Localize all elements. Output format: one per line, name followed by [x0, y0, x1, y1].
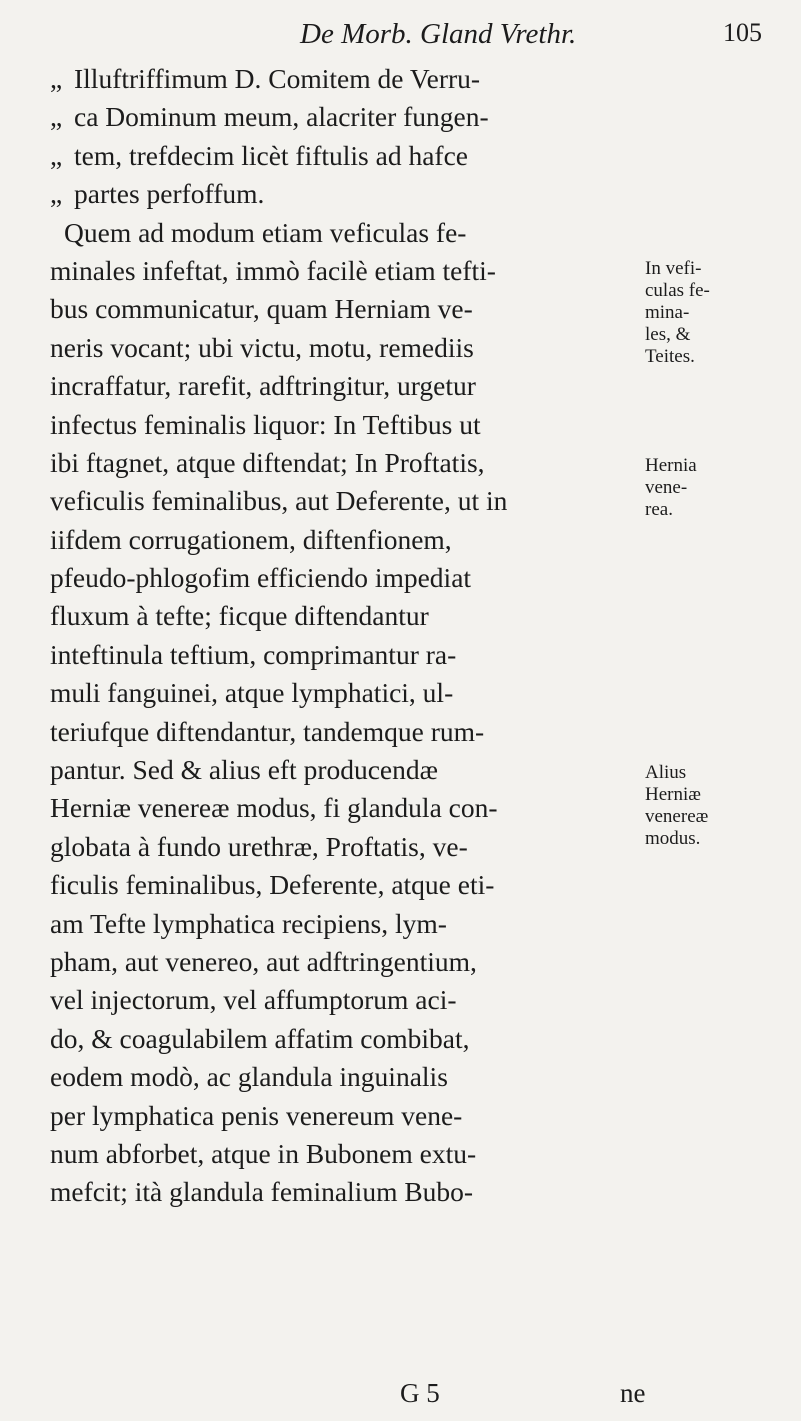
- marginal-note-line: culas fe-: [645, 280, 710, 301]
- text-line: [50, 866, 630, 904]
- text-line: [50, 1020, 630, 1058]
- line-text: num abforbet, atque in Bubonem extu-: [50, 1137, 477, 1169]
- text-line: [50, 290, 630, 328]
- line-text: bus communicatur, quam Herniam ve-: [50, 293, 473, 325]
- line-text: minales infeftat, immò facilè etiam tefti-: [50, 254, 496, 286]
- main-text-block: [50, 60, 630, 1212]
- text-line: [50, 1135, 630, 1173]
- text-line: [50, 559, 630, 597]
- marginal-note-line: vene-: [645, 477, 688, 498]
- text-line: [50, 329, 630, 367]
- line-text: teriufque diftendantur, tandemque rum-: [50, 715, 485, 747]
- marginal-note: [645, 455, 795, 521]
- line-text: Herniæ venereæ modus, fi glandula con-: [50, 792, 498, 824]
- text-line: [50, 252, 630, 290]
- text-line: [50, 98, 630, 136]
- text-line: [50, 597, 630, 635]
- line-text: infectus feminalis liquor: In Teftibus ut: [50, 408, 481, 440]
- marginal-note-line: Herniæ: [645, 784, 701, 805]
- signature-mark: G 5: [400, 1378, 440, 1408]
- line-text: vel injectorum, vel affumptorum aci-: [50, 984, 457, 1016]
- marginal-note-line: Hernia: [645, 455, 697, 476]
- line-text: am Tefte lymphatica recipiens, lym-: [50, 907, 447, 939]
- line-text: ca Dominum meum, alacriter fungen-: [74, 101, 489, 133]
- line-text: muli fanguinei, atque lymphatici, ul-: [50, 677, 454, 709]
- line-text: globata à fundo urethræ, Proftatis, ve-: [50, 830, 468, 862]
- text-line: [50, 444, 630, 482]
- quote-mark: „: [50, 101, 63, 133]
- line-text: do, & coagulabilem affatim combibat,: [50, 1022, 470, 1054]
- line-text: Illuftriffimum D. Comitem de Verru-: [74, 63, 481, 94]
- marginal-note-line: venereæ: [645, 806, 709, 827]
- marginal-note: [645, 258, 795, 368]
- marginal-note: [645, 762, 795, 850]
- line-text: partes perfoffum.: [74, 178, 265, 210]
- line-text: veficulis feminalibus, aut Deferente, ut in: [50, 485, 508, 517]
- text-line: [50, 1173, 630, 1211]
- line-text: incraffatur, rarefit, adftringitur, urgetur: [50, 370, 476, 402]
- line-text: inteftinula teftium, comprimantur ra-: [50, 638, 457, 670]
- text-line: [50, 828, 630, 866]
- catchword: ne: [620, 1378, 646, 1408]
- running-header: [300, 18, 770, 58]
- line-text: pham, aut venereo, aut adftringentium,: [50, 945, 477, 977]
- text-line: [50, 521, 630, 559]
- text-line: [50, 636, 630, 674]
- page-footer: [0, 1378, 801, 1414]
- marginal-note-line: Alius: [645, 762, 687, 783]
- quote-mark: „: [50, 178, 63, 210]
- text-line: [50, 214, 630, 252]
- text-line: [50, 981, 630, 1019]
- line-text: ibi ftagnet, atque diftendat; In Proftatis,: [50, 446, 485, 478]
- text-line: [50, 482, 630, 520]
- line-text: Quem ad modum etiam veficulas fe-: [64, 216, 467, 248]
- text-line: [50, 789, 630, 827]
- page-number: 105: [723, 18, 762, 47]
- line-text: pantur. Sed & alius eft producendæ: [50, 754, 438, 786]
- running-title: De Morb. Gland Vrethr.: [300, 18, 577, 50]
- text-line: [50, 905, 630, 943]
- text-line: [50, 751, 630, 789]
- text-line: [50, 406, 630, 444]
- text-line: [50, 367, 630, 405]
- line-text: mefcit; ità glandula feminalium Bubo-: [50, 1176, 474, 1208]
- line-text: neris vocant; ubi victu, motu, remediis: [50, 331, 474, 363]
- line-text: per lymphatica penis venereum vene-: [50, 1099, 463, 1131]
- text-line: [50, 943, 630, 981]
- marginal-note-line: In vefi-: [645, 258, 702, 279]
- quote-mark: „: [50, 63, 63, 94]
- line-text: fluxum à tefte; ficque diftendantur: [50, 600, 429, 632]
- line-text: tem, trefdecim licèt fiftulis ad hafce: [74, 139, 468, 171]
- marginal-note-line: rea.: [645, 499, 673, 520]
- marginal-note-line: mina-: [645, 302, 690, 323]
- text-line: [50, 713, 630, 751]
- text-line: [50, 674, 630, 712]
- marginal-note-line: modus.: [645, 828, 701, 849]
- line-text: ficulis feminalibus, Deferente, atque eti-: [50, 869, 495, 901]
- text-line: [50, 1058, 630, 1096]
- marginal-note-line: les, &: [645, 324, 691, 345]
- text-line: [50, 1097, 630, 1135]
- quote-mark: „: [50, 139, 63, 171]
- marginal-note-line: Teites.: [645, 346, 695, 367]
- text-line: [50, 60, 630, 98]
- line-text: eodem modò, ac glandula inguinalis: [50, 1061, 448, 1093]
- line-text: iifdem corrugationem, diftenfionem,: [50, 523, 452, 555]
- text-line: [50, 175, 630, 213]
- line-text: pfeudo-phlogofim efficiendo impediat: [50, 562, 472, 594]
- text-line: [50, 137, 630, 175]
